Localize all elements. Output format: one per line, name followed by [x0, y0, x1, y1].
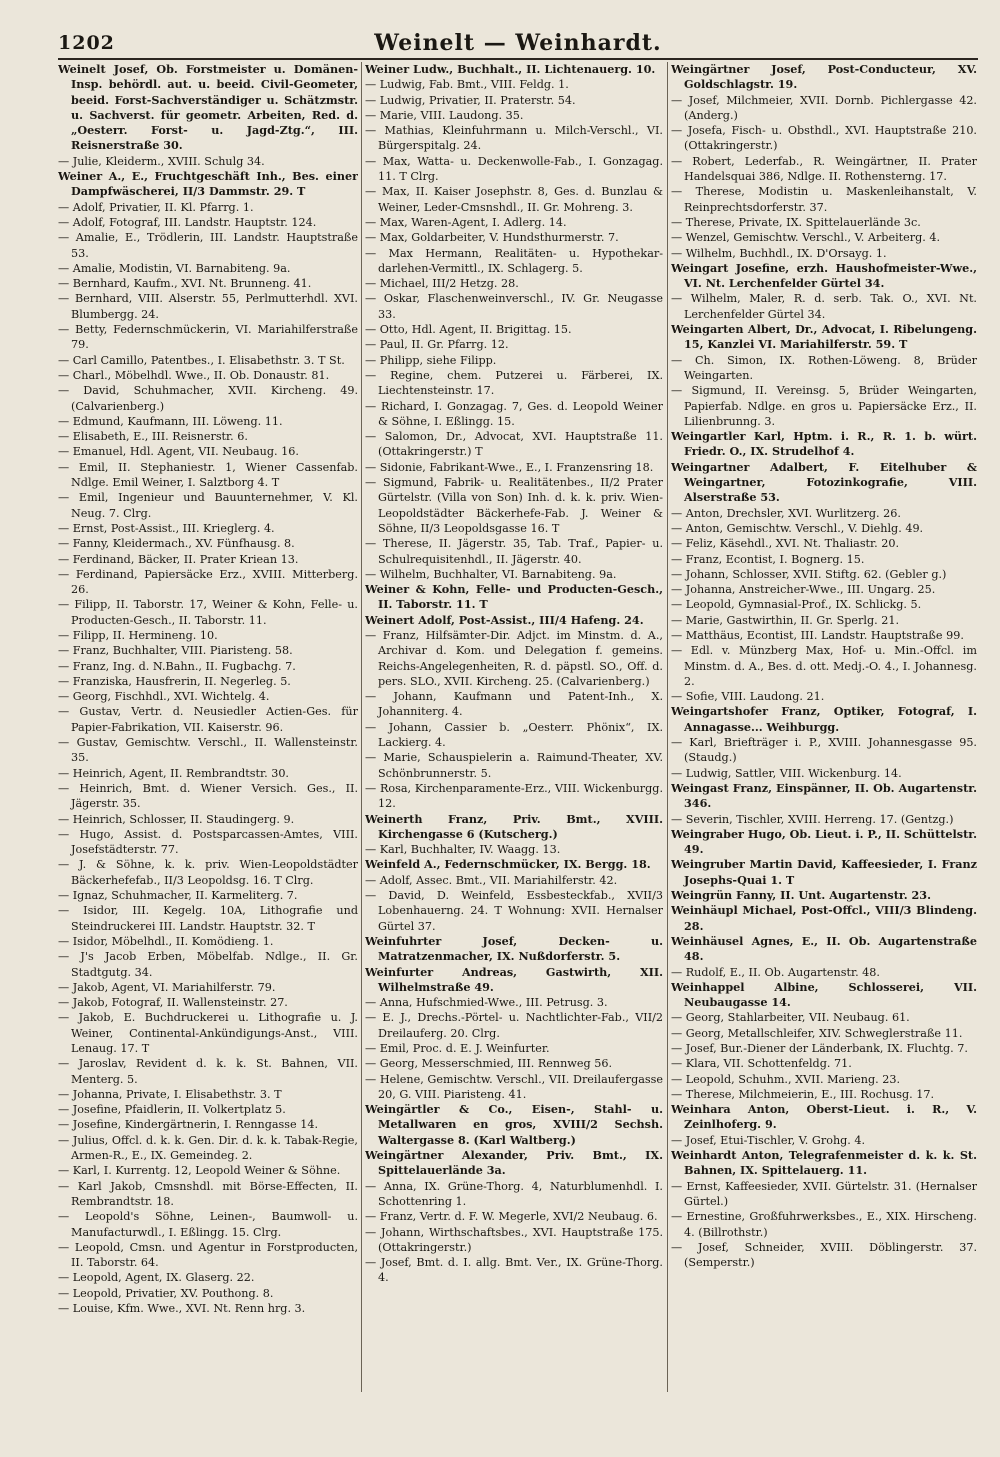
directory-entry: — Anna, IX. Grüne-Thorg. 4, Naturblumenhdl. I. Schottenring 1. — [365, 1179, 663, 1208]
directory-entry: — Sidonie, Fabrikant-Wwe., E., I. Franzensring 18. — [365, 460, 654, 474]
directory-entry: — Wenzel, Gemischtw. Verschl., V. Arbeiterg. 4. — [671, 231, 941, 245]
directory-entry: — Sigmund, II. Vereinsg. 5, Brüder Weingarten, Papierfab. Ndlge. en gros u. Papiersäcke Erz., II. Lilienbrunng. 3. — [671, 384, 977, 428]
directory-entry: — Bernhard, Kaufm., XVI. Nt. Brunneng. 41. — [58, 277, 312, 291]
directory-entry: — Emil, II. Stephaniestr. 1, Wiener Cassenfab. Ndlge. Emil Weiner, I. Salztborg 4. T — [58, 460, 358, 490]
directory-entry: — Filipp, II. Hermineng. 10. — [58, 628, 218, 642]
directory-entry: — Rudolf, E., II. Ob. Augartenstr. 48. — [671, 965, 880, 979]
directory-entry: — Leopold, Agent, IX. Glaserg. 22. — [58, 1271, 255, 1285]
directory-entry: — Leopold, Schuhm., XVII. Marieng. 23. — [671, 1072, 901, 1086]
directory-entry: — Emil, Ingenieur und Bauunternehmer, V. Kl. Neug. 7. Clrg. — [58, 491, 358, 520]
directory-entry: — Leopold, Gymnasial-Prof., IX. Schlickg. 5. — [671, 598, 922, 612]
directory-entry: — Salomon, Dr., Advocat, XVI. Hauptstraße 11. (Ottakringerstr.) T — [365, 430, 663, 459]
directory-entry: — Emanuel, Hdl. Agent, VII. Neubaug. 16. — [58, 445, 299, 459]
directory-entry: — Otto, Hdl. Agent, II. Brigittag. 15. — [365, 323, 572, 337]
directory-entry: — Edmund, Kaufmann, III. Löweng. 11. — [58, 414, 283, 428]
directory-entry: — Franz, Ing. d. N.Bahn., II. Fugbachg. 7. — [58, 659, 296, 673]
directory-entry: — Marie, Schauspielerin a. Raimund-Theater, XV. Schönbrunnerstr. 5. — [365, 751, 663, 780]
directory-entry: — Bernhard, VIII. Alserstr. 55, Perlmutterhdl. XVI. Blumbergg. 24. — [58, 292, 358, 321]
directory-entry: Weinhäupl Michael, Post-Offcl., VIII/3 Blindeng. 28. — [671, 903, 977, 933]
directory-entry: — Josef, Schneider, XVIII. Döblingerstr. 37. (Semperstr.) — [671, 1240, 977, 1270]
directory-entry: — Leopold, Privatier, XV. Pouthong. 8. — [58, 1286, 274, 1300]
directory-entry: — Franz, Buchhalter, VIII. Piaristeng. 58. — [58, 644, 293, 658]
directory-entry: — Josef, Bmt. d. I. allg. Bmt. Ver., IX. Grüne-Thorg. 4. — [365, 1256, 663, 1285]
directory-entry: — Adolf, Assec. Bmt., VII. Mariahilferstr. 42. — [365, 873, 618, 887]
directory-entry: Weinert Adolf, Post-Assist., III/4 Hafeng. 24. — [365, 612, 644, 627]
directory-entry: — Max, Watta- u. Deckenwolle-Fab., I. Gonzagag. 11. T Clrg. — [365, 154, 663, 184]
directory-entry: — Ludwig, Fab. Bmt., VIII. Feldg. 1. — [365, 78, 569, 92]
directory-entry: — Julie, Kleiderm., XVIII. Schulg 34. — [58, 154, 265, 168]
column-divider — [667, 62, 668, 1392]
directory-entry: — Ferdinand, Bäcker, II. Prater Kriean 13. — [58, 552, 299, 566]
directory-entry: — Sofie, VIII. Laudong. 21. — [671, 690, 825, 704]
directory-entry: — Amalie, E., Trödlerin, III. Landstr. Hauptstraße 53. — [58, 231, 358, 260]
directory-entry: Weingärtler & Co., Eisen-, Stahl- u. Metallwaren en gros, XVIII/2 Sechsh. Waltergasse 8. (Karl Waltberg.) — [365, 1102, 663, 1147]
directory-entry: — Anton, Gemischtw. Verschl., V. Diehlg. 49. — [671, 521, 924, 535]
directory-entry: — Georg, Metallschleifer, XIV. Schweglerstraße 11. — [671, 1026, 963, 1040]
directory-entry: — Karl, I. Kurrentg. 12, Leopold Weiner & Söhne. — [58, 1164, 341, 1178]
directory-entry: — Julius, Offcl. d. k. k. Gen. Dir. d. k. k. Tabak-Regie, Armen-R., E., IX. Gemeindeg. 2. — [58, 1133, 358, 1163]
directory-entry: — Georg, Stahlarbeiter, VII. Neubaug. 61. — [671, 1011, 910, 1025]
directory-entry: — Johann, Cassier b. „Oesterr. Phönix“, IX. Lackierg. 4. — [365, 720, 663, 750]
directory-entry: — Heinrich, Schlosser, II. Staudingerg. 9. — [58, 812, 295, 826]
directory-entry: — Ernst, Post-Assist., III. Krieglerg. 4. — [58, 521, 275, 535]
directory-entry: — Carl Camillo, Patentbes., I. Elisabethstr. 3. T St. — [58, 353, 345, 367]
directory-entry: — Elisabeth, E., III. Reisnerstr. 6. — [58, 430, 248, 444]
directory-entry: — Rosa, Kirchenparamente-Erz., VIII. Wickenburgg. 12. — [365, 781, 663, 811]
directory-entry: — Karl, Briefträger i. P., XVIII. Johannesgasse 95. (Staudg.) — [671, 736, 977, 765]
directory-entry: — Max, II. Kaiser Josephstr. 8, Ges. d. Bunzlau & Weiner, Leder-Cmsnshdl., II. Gr. Mohreng. 3. — [365, 185, 663, 214]
directory-entry: — Adolf, Fotograf, III. Landstr. Hauptstr. 124. — [58, 215, 317, 229]
directory-entry: Weingruber Martin David, Kaffeesieder, I. Franz Josephs-Quai 1. T — [671, 857, 977, 887]
directory-entry: — David, D. Weinfeld, Essbesteckfab., XVII/3 Lobenhauerng. 24. T Wohnung: XVII. Hernalser Gürtel 37. — [365, 889, 663, 933]
directory-entry: Weinerth Franz, Priv. Bmt., XVIII. Kirchengasse 6 (Kutscherg.) — [365, 811, 663, 841]
page-header — [58, 28, 978, 62]
directory-entry: — Isidor, Möbelhdl., II. Komödieng. 1. — [58, 934, 274, 948]
directory-entry: Weinhappel Albine, Schlosserei, VII. Neubaugasse 14. — [671, 979, 977, 1010]
directory-entry: — Anton, Drechsler, XVI. Wurlitzerg. 26. — [671, 506, 901, 520]
directory-entry: — Hugo, Assist. d. Postsparcassen-Amtes, VIII. Josefstädterstr. 77. — [58, 827, 358, 857]
directory-entry: — Oskar, Flaschenweinverschl., IV. Gr. Neugasse 33. — [365, 292, 663, 321]
directory-entry: Weiner A., E., Fruchtgeschäft Inh., Bes. einer Dampfwäscherei, II/3 Dammstr. 29. T — [58, 169, 358, 199]
directory-entry: Weingärtner Alexander, Priv. Bmt., IX. Spittelauerlände 3a. — [365, 1148, 663, 1178]
directory-entry: — Josefine, Kindergärtnerin, I. Renngasse 14. — [58, 1118, 319, 1132]
directory-entry: — Karl Jakob, Cmsnshdl. mit Börse-Effecten, II. Rembrandtstr. 18. — [58, 1179, 358, 1208]
directory-entry: — Josef, Milchmeier, XVII. Dornb. Pichlergasse 42. (Anderg.) — [671, 93, 977, 122]
directory-entry: — Isidor, III. Kegelg. 10A, Lithografie und Steindruckerei III. Landstr. Hauptstr. 32. T — [58, 904, 358, 933]
directory-entry: — Franz, Vertr. d. F. W. Megerle, XVI/2 Neubaug. 6. — [365, 1210, 658, 1224]
directory-entry: — Max Hermann, Realitäten- u. Hypothekar-darlehen-Vermittl., IX. Schlagerg. 5. — [365, 246, 663, 275]
directory-entry: Weingartler Karl, Hptm. i. R., R. 1. b. würt. Friedr. O., IX. Strudelhof 4. — [671, 429, 977, 459]
directory-entry: — Leopold, Cmsn. und Agentur in Forstproducten, II. Taborstr. 64. — [58, 1240, 358, 1270]
directory-entry: — Ludwig, Sattler, VIII. Wickenburg. 14. — [671, 766, 902, 780]
directory-entry: — Franziska, Hausfrerin, II. Negerleg. 5. — [58, 674, 291, 688]
column-1 — [58, 62, 358, 1397]
directory-entry: — Helene, Gemischtw. Verschl., VII. Dreilaufergasse 20, G. VIII. Piaristeng. 41. — [365, 1072, 663, 1101]
directory-entry: Weiner Ludw., Buchhalt., II. Lichtenauerg. 10. — [365, 62, 656, 76]
directory-entry: Weingärtner Josef, Post-Conducteur, XV. Goldschlagstr. 19. — [671, 62, 977, 92]
directory-entry: — Klara, VII. Schottenfeldg. 71. — [671, 1057, 852, 1071]
directory-entry: — Georg, Messerschmied, III. Rennweg 56. — [365, 1057, 613, 1071]
directory-entry: — Johann, Kaufmann und Patent-Inh., X. Johanniterg. 4. — [365, 690, 663, 719]
directory-entry: — Marie, VIII. Laudong. 35. — [365, 108, 524, 122]
directory-entry: — Jaroslav, Revident d. k. k. St. Bahnen, VII. Menterg. 5. — [58, 1057, 358, 1086]
directory-entry: — Jakob, E. Buchdruckerei u. Lithografie u. J. Weiner, Continental-Ankündigungs-Anst., VIII. Lenaug. 17. T — [58, 1011, 358, 1055]
directory-entry: — Therese, II. Jägerstr. 35, Tab. Traf., Papier- u. Schulrequisitenhdl., II. Jägerstr. 40. — [365, 537, 663, 566]
header-rule — [58, 58, 978, 60]
directory-entry: — Mathias, Kleinfuhrmann u. Milch-Verschl., VI. Bürgerspitalg. 24. — [365, 124, 663, 153]
directory-entry: Weingart Josefine, erzh. Haushofmeister-Wwe., VI. Nt. Lerchenfelder Gürtel 34. — [671, 260, 977, 291]
directory-entry: — Jakob, Agent, VI. Mariahilferstr. 79. — [58, 980, 276, 994]
directory-entry: — Louise, Kfm. Wwe., XVI. Nt. Renn hrg. 3. — [58, 1302, 306, 1316]
directory-entry: — Wilhelm, Maler, R. d. serb. Tak. O., XVI. Nt. Lerchenfelder Gürtel 34. — [671, 292, 977, 321]
column-2 — [365, 62, 663, 1397]
directory-entry: — Richard, I. Gonzagag. 7, Ges. d. Leopold Weiner & Söhne, I. Eßlingg. 15. — [365, 399, 663, 428]
directory-entry: — Max, Waren-Agent, I. Adlerg. 14. — [365, 215, 567, 229]
directory-entry: — Therese, Milchmeierin, E., III. Rochusg. 17. — [671, 1087, 935, 1101]
directory-entry: — Ludwig, Privatier, II. Praterstr. 54. — [365, 93, 576, 107]
directory-entry: Weinhara Anton, Oberst-Lieut. i. R., V. Zeinlhoferg. 9. — [671, 1102, 977, 1132]
column-divider — [361, 62, 362, 1392]
directory-entry: — Paul, II. Gr. Pfarrg. 12. — [365, 338, 509, 352]
directory-entry: — Johann, Wirthschaftsbes., XVI. Hauptstraße 175. (Ottakringerstr.) — [365, 1225, 663, 1254]
directory-entry: — Leopold's Söhne, Leinen-, Baumwoll- u. Manufacturwdl., I. Eßlingg. 15. Clrg. — [58, 1210, 358, 1239]
directory-entry: Weinelt Josef, Ob. Forstmeister u. Domänen-Insp. behördl. aut. u. beeid. Civil-Geometer, beeid. Forst-Sachverständiger u. Schätzmstr. u. Sachverst. für geometr. Arbeiten, Red. d. „Oesterr. Forst- u. Jagd-Ztg.“, III. Reisnerstraße 30. — [58, 62, 358, 153]
directory-entry: — Robert, Lederfab., R. Weingärtner, II. Prater Handelsquai 386, Ndlge. II. Rothensterng. 17. — [671, 154, 977, 184]
directory-entry: Weingrün Fanny, II. Unt. Augartenstr. 23. — [671, 888, 931, 903]
directory-entry: — Max, Goldarbeiter, V. Hundsthurmerstr. 7. — [365, 231, 619, 245]
directory-entry: — Edl. v. Münzberg Max, Hof- u. Min.-Offcl. im Minstm. d. A., Bes. d. ott. Medj.-O. 4., I. Johannesg. 2. — [671, 644, 977, 688]
directory-entry: — Johanna, Anstreicher-Wwe., III. Ungarg. 25. — [671, 583, 936, 597]
directory-entry: — J's Jacob Erben, Möbelfab. Ndlge., II. Gr. Stadtgutg. 34. — [58, 950, 358, 979]
directory-entry: — Johanna, Private, I. Elisabethstr. 3. T — [58, 1087, 282, 1101]
directory-entry: Weingast Franz, Einspänner, II. Ob. Augartenstr. 346. — [671, 780, 977, 811]
directory-entry: — Matthäus, Econtist, III. Landstr. Hauptstraße 99. — [671, 628, 964, 642]
directory-entry: — Franz, Hilfsämter-Dir. Adjct. im Minstm. d. A., Archivar d. Kom. und Delegation f. gemeins. Reichs-Angelegenheiten, R. d. päpstl. SO., Off. d. pers. SLO., XVII. Kircheng. 25. (Calvarienberg.) — [365, 628, 663, 688]
directory-entry: — Emil, Proc. d. E. J. Weinfurter. — [365, 1042, 550, 1055]
directory-entry: — Ch. Simon, IX. Rothen-Löweng. 8, Brüder Weingarten. — [671, 353, 977, 382]
directory-entry: — Philipp, siehe Filipp. — [365, 353, 497, 367]
directory-entry: — Anna, Hufschmied-Wwe., III. Petrusg. 3. — [365, 996, 608, 1010]
directory-entry: — Therese, Private, IX. Spittelauerlände 3c. — [671, 215, 921, 229]
directory-entry: — Johann, Schlosser, XVII. Stiftg. 62. (Gebler g.) — [671, 567, 947, 581]
directory-entry: — Georg, Fischhdl., XVI. Wichtelg. 4. — [58, 690, 270, 704]
directory-entry: — Charl., Möbelhdl. Wwe., II. Ob. Donaustr. 81. — [58, 368, 330, 382]
page-title: Weinelt — Weinhardt. — [374, 30, 662, 56]
directory-entry: — Regine, chem. Putzerei u. Färberei, IX. Liechtensteinstr. 17. — [365, 368, 663, 398]
directory-entry: — Amalie, Modistin, VI. Barnabiteng. 9a. — [58, 261, 291, 275]
directory-entry: — Heinrich, Bmt. d. Wiener Versich. Ges., II. Jägerstr. 35. — [58, 781, 358, 811]
directory-entry: — Ernestine, Großfuhrwerksbes., E., XIX. Hirscheng. 4. (Billrothstr.) — [671, 1210, 977, 1239]
directory-entry: Weingartshofer Franz, Optiker, Fotograf, I. Annagasse... Weihburgg. — [671, 704, 977, 734]
directory-entry: Weinhardt Anton, Telegrafenmeister d. k. k. St. Bahnen, IX. Spittelauerg. 11. — [671, 1148, 977, 1178]
page-number: 1202 — [58, 32, 115, 54]
directory-entry: — E. J., Drechs.-Pörtel- u. Nachtlichter-Fab., VII/2 Dreilauferg. 20. Clrg. — [365, 1011, 663, 1040]
directory-entry: Weingarten Albert, Dr., Advocat, I. Ribelungeng. 15, Kanzlei VI. Mariahilferstr. 59. T — [671, 322, 977, 352]
directory-entry: Weinfeld A., Federnschmücker, IX. Bergg. 18. — [365, 857, 651, 872]
directory-entry: — Feliz, Käsehdl., XVI. Nt. Thaliastr. 20. — [671, 537, 900, 551]
directory-entry: — Marie, Gastwirthin, II. Gr. Sperlg. 21. — [671, 613, 900, 627]
directory-entry: — Josefa, Fisch- u. Obsthdl., XVI. Hauptstraße 210. (Ottakringerstr.) — [671, 124, 977, 153]
directory-entry: Weingraber Hugo, Ob. Lieut. i. P., II. Schüttelstr. 49. — [671, 826, 977, 857]
directory-entry: — Josef, Bur.-Diener der Länderbank, IX. Fluchtg. 7. — [671, 1042, 968, 1055]
directory-entry: — Therese, Modistin u. Maskenleihanstalt, V. Reinprechtsdorferstr. 37. — [671, 185, 977, 214]
directory-entry: Weinhäusel Agnes, E., II. Ob. Augartenstraße 48. — [671, 933, 977, 964]
directory-entry: — Karl, Buchhalter, IV. Waagg. 13. — [365, 843, 561, 857]
directory-entry: Weingartner Adalbert, F. Eitelhuber & Weingartner, Fotozinkografie, VIII. Alserstraße 53. — [671, 459, 977, 505]
directory-entry: — J. & Söhne, k. k. priv. Wien-Leopoldstädter Bäckerhefefab., II/3 Leopoldsg. 16. T Clrg. — [58, 858, 358, 887]
directory-entry: Weinfurter Andreas, Gastwirth, XII. Wilhelmstraße 49. — [365, 964, 663, 994]
directory-entry: Weinfuhrter Josef, Decken- u. Matratzenmacher, IX. Nußdorferstr. 5. — [365, 933, 663, 964]
directory-entry: — Filipp, II. Taborstr. 17, Weiner & Kohn, Felle- u. Producten-Gesch., II. Taborstr. 11. — [58, 598, 358, 627]
directory-entry: — Severin, Tischler, XVIII. Herreng. 17. (Gentzg.) — [671, 812, 954, 826]
directory-entry: — Michael, III/2 Hetzg. 28. — [365, 277, 519, 291]
directory-entry: — Sigmund, Fabrik- u. Realitätenbes., II/2 Prater Gürtelstr. (Villa von Son) Inh. d. k. k. priv. Wien-Leopoldstädter Bäckerhefe-Fab. J. Weiner & Söhne, II/3 Leopoldsgasse 16. T — [365, 476, 663, 535]
directory-entry: — Gustav, Gemischtw. Verschl., II. Wallensteinstr. 35. — [58, 736, 358, 765]
directory-entry: — Jakob, Fotograf, II. Wallensteinstr. 27. — [58, 996, 288, 1010]
directory-entry: — Ernst, Kaffeesieder, XVII. Gürtelstr. 31. (Hernalser Gürtel.) — [671, 1179, 977, 1208]
directory-entry: — Heinrich, Agent, II. Rembrandtstr. 30. — [58, 766, 289, 780]
directory-entry: — David, Schuhmacher, XVII. Kircheng. 49. (Calvarienberg.) — [58, 384, 358, 413]
directory-entry: — Betty, Federnschmückerin, VI. Mariahilferstraße 79. — [58, 323, 358, 352]
directory-entry: — Franz, Econtist, I. Bognerg. 15. — [671, 552, 865, 566]
directory-entry: — Josef, Etui-Tischler, V. Grohg. 4. — [671, 1133, 866, 1147]
directory-entry: — Ignaz, Schuhmacher, II. Karmeliterg. 7. — [58, 889, 298, 903]
directory-entry: Weiner & Kohn, Felle- und Producten-Gesch., II. Taborstr. 11. T — [365, 582, 663, 612]
directory-entry: — Fanny, Kleidermach., XV. Fünfhausg. 8. — [58, 537, 295, 551]
directory-entry: — Gustav, Vertr. d. Neusiedler Actien-Ges. für Papier-Fabrikation, VII. Kaiserstr. 96. — [58, 705, 358, 734]
column-3 — [671, 62, 977, 1397]
directory-entry: — Josefine, Pfaidlerin, II. Volkertplatz 5. — [58, 1103, 286, 1117]
directory-entry: — Adolf, Privatier, II. Kl. Pfarrg. 1. — [58, 200, 254, 214]
directory-entry: — Ferdinand, Papiersäcke Erz., XVIII. Mitterberg. 26. — [58, 567, 358, 597]
directory-entry: — Wilhelm, Buchhdl., IX. D'Orsayg. 1. — [671, 246, 887, 260]
directory-entry: — Wilhelm, Buchhalter, VI. Barnabiteng. 9a. — [365, 567, 617, 581]
